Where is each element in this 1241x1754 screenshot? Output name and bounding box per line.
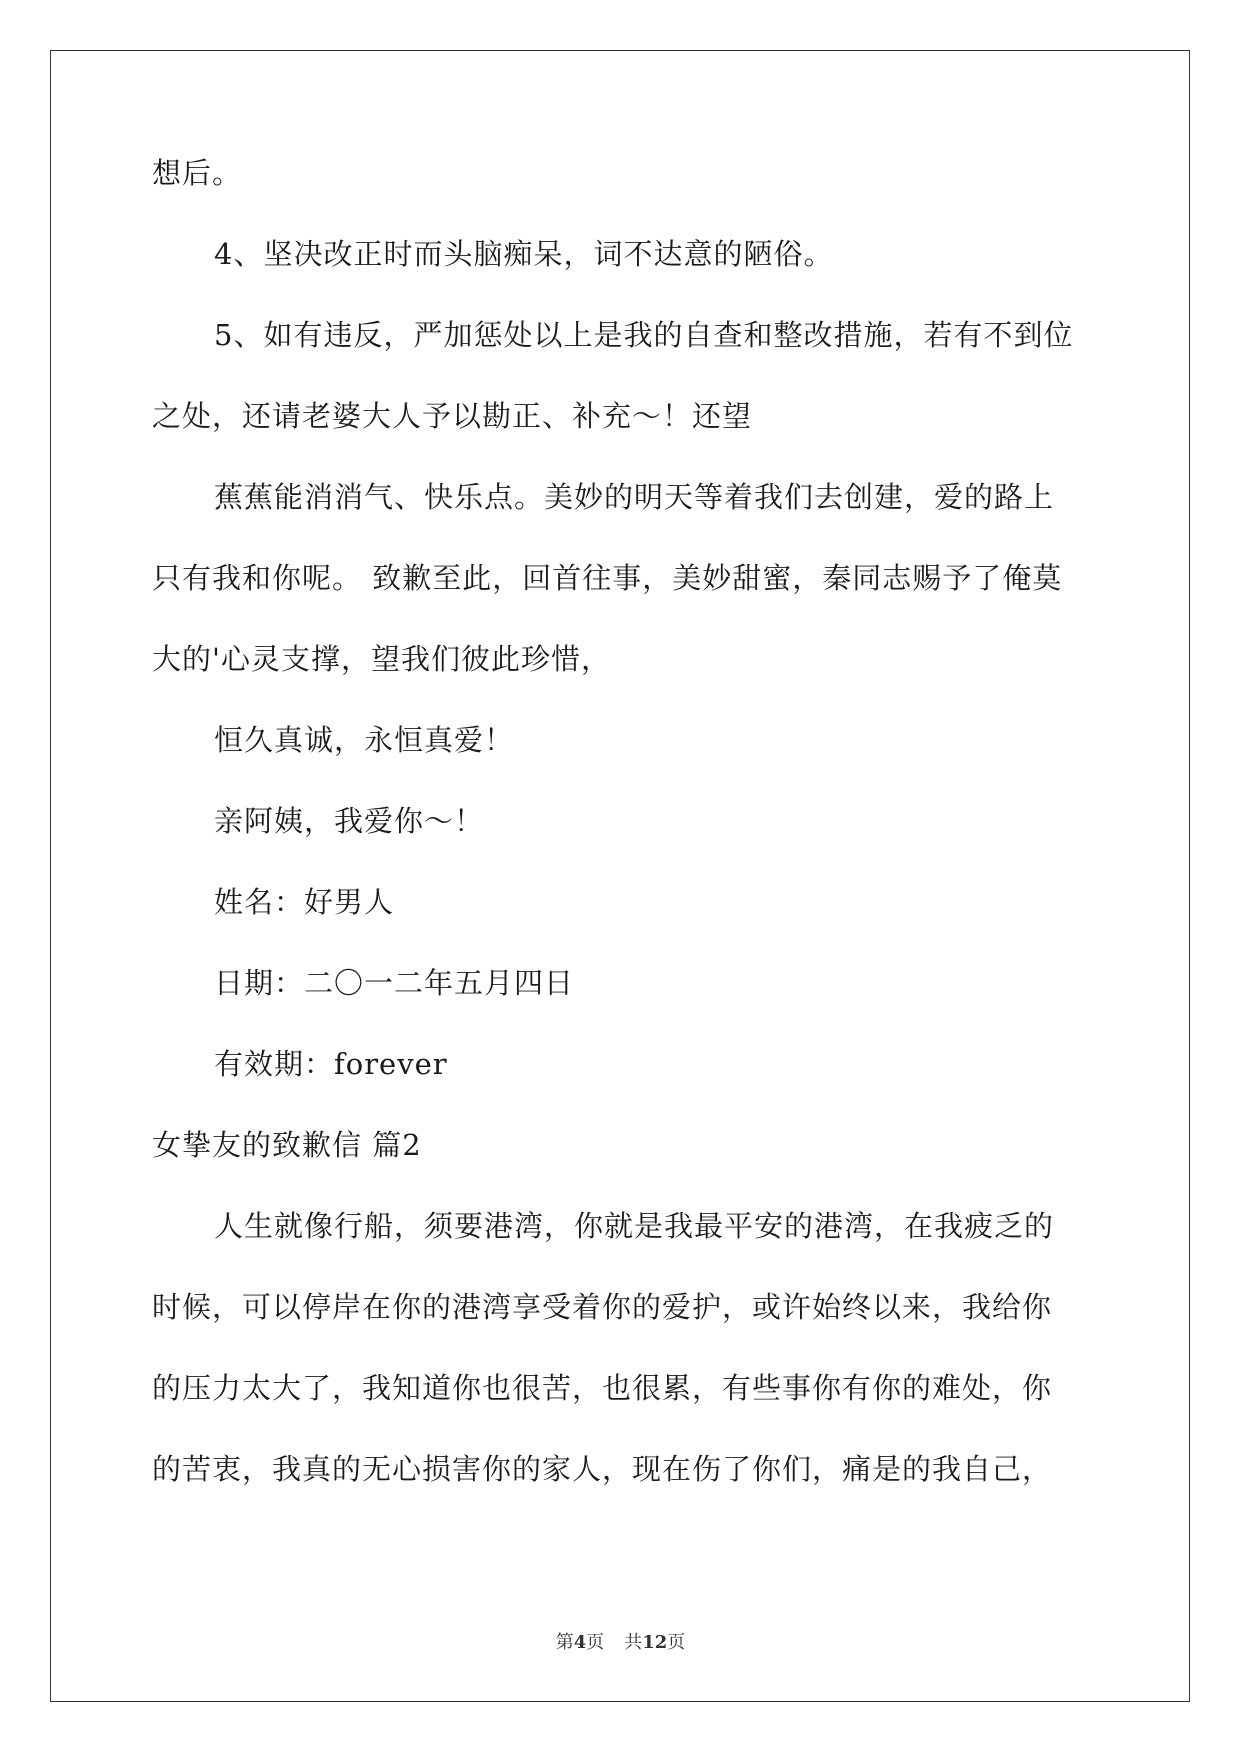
text-line: 想后。 [152,156,243,190]
text-line: 日期：二〇一二年五月四日 [214,966,575,1000]
text-line: 姓名：好男人 [214,885,395,919]
paragraph [152,1186,1092,1510]
text-line: 5、如有违反，严加惩处以上是我的自查和整改措施，若有不到位 [214,318,1074,352]
text-line: 恒久真诚，永恒真爱！ [214,723,515,757]
text-line: 亲阿姨，我爱你～！ [214,804,485,838]
text-line: 之处，还请老婆大人予以勘正、补充～！还望 [152,399,753,433]
validity [152,1024,1092,1105]
section-heading [152,1105,1092,1186]
paragraph [152,457,1092,700]
document-body [152,133,1092,1510]
signature-name [152,862,1092,943]
text-line: 只有我和你呢。 致歉至此，回首往事，美妙甜蜜，秦同志赐予了俺莫 [152,561,1063,595]
text-line: 时候，可以停岸在你的港湾享受着你的爱护，或许始终以来，我给你 [152,1290,1053,1324]
page-footer [0,1628,1241,1654]
text-line: 的压力太大了，我知道你也很苦，也很累，有些事你有你的难处，你 [152,1371,1053,1405]
page-current: 4 [573,1632,587,1653]
page-prefix: 第 [555,1632,574,1653]
paragraph [152,781,1092,862]
text-line: 蕉蕉能消消气、快乐点。美妙的明天等着我们去创建，爱的路上 [214,480,1055,514]
paragraph [152,133,1092,214]
text-line: 女挚友的致歉信 篇2 [152,1128,422,1162]
text-line: 大的'心灵支撑，望我们彼此珍惜， [152,642,611,676]
signature-date [152,943,1092,1024]
total-suffix: 页 [667,1632,686,1653]
text-line: 有效期：forever [214,1047,448,1081]
text-line: 人生就像行船，须要港湾，你就是我最平安的港湾，在我疲乏的 [214,1209,1055,1243]
text-line: 的苦衷，我真的无心损害你的家人，现在伤了你们，痛是的我自己， [152,1452,1053,1486]
page-total: 12 [642,1632,668,1653]
paragraph [152,295,1092,457]
page-suffix: 页 [586,1632,605,1653]
paragraph [152,700,1092,781]
paragraph [152,214,1092,295]
total-prefix: 共 [624,1632,643,1653]
text-line: 4、坚决改正时而头脑痴呆，词不达意的陋俗。 [214,237,834,271]
